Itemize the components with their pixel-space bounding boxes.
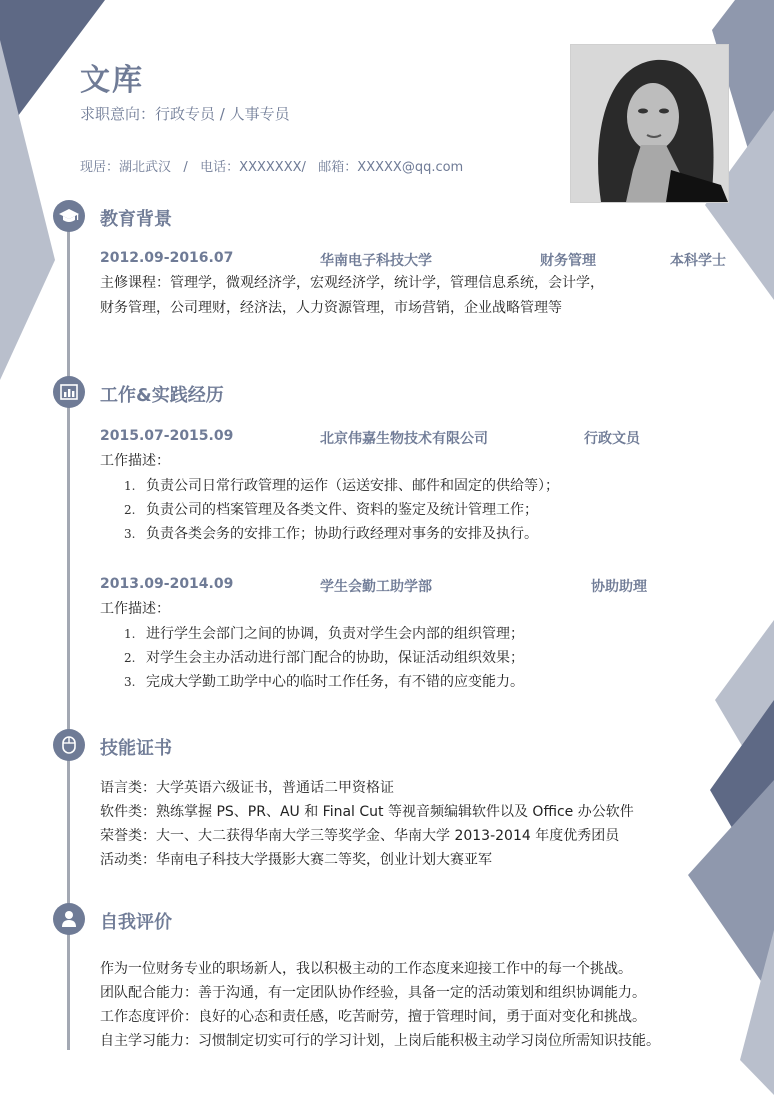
profile-photo xyxy=(570,44,729,203)
job-1-item-1-num: 1. xyxy=(124,479,136,493)
job-1-period: 2015.07-2015.09 xyxy=(100,428,234,444)
job-2-item-1-num: 1. xyxy=(124,627,136,641)
graduation-cap-icon xyxy=(53,200,85,232)
job-2-role: 协助助理 xyxy=(591,579,647,595)
skills-line-software: 软件类：熟练掌握 PS、PR、AU 和 Final Cut 等视音频编辑软件以及 Office 办公软件 xyxy=(100,804,634,820)
mouse-icon xyxy=(53,729,85,761)
job-2-item-2-num: 2. xyxy=(124,651,136,665)
job-intent: 求职意向：行政专员 / 人事专员 xyxy=(80,105,290,123)
job-1-role: 行政文员 xyxy=(584,431,640,447)
bar-chart-icon xyxy=(53,376,85,408)
skills-line-honors: 荣誉类：大一、大二获得华南大学三等奖学金、华南大学 2013-2014 年度优秀团员 xyxy=(100,828,620,844)
job-2-item-3-num: 3. xyxy=(124,675,136,689)
candidate-name: 文库 xyxy=(80,63,144,98)
education-major: 财务管理 xyxy=(540,253,596,269)
self-line-3: 工作态度评价：良好的心态和责任感，吃苦耐劳，擅于管理时间，勇于面对变化和挑战。 xyxy=(100,1009,646,1025)
self-line-2: 团队配合能力：善于沟通，有一定团队协作经验，具备一定的活动策划和组织协调能力。 xyxy=(100,985,646,1001)
job-2-item-3-text: 完成大学勤工助学中心的临时工作任务，有不错的应变能力。 xyxy=(146,674,524,690)
education-courses-line-2: 财务管理，公司理财，经济法，人力资源管理，市场营销，企业战略管理等 xyxy=(100,300,562,316)
job-2-item-1-text: 进行学生会部门之间的协调，负责对学生会内部的组织管理； xyxy=(146,626,524,642)
section-title-self-evaluation: 自我评价 xyxy=(100,912,172,933)
section-title-education: 教育背景 xyxy=(100,209,172,230)
job-1-item-2-text: 负责公司的档案管理及各类文件、资料的鉴定及统计管理工作； xyxy=(146,502,538,518)
education-courses-line-1: 主修课程：管理学，微观经济学，宏观经济学，统计学，管理信息系统，会计学， xyxy=(100,275,604,291)
job-2-desc-label: 工作描述： xyxy=(100,601,170,617)
self-line-1: 作为一位财务专业的职场新人，我以积极主动的工作态度来迎接工作中的每一个挑战。 xyxy=(100,961,632,977)
job-1-org: 北京伟嘉生物技术有限公司 xyxy=(320,431,488,447)
person-icon xyxy=(53,903,85,935)
job-1-item-3-num: 3. xyxy=(124,527,136,541)
self-line-4: 自主学习能力：习惯制定切实可行的学习计划，上岗后能积极主动学习岗位所需知识技能。 xyxy=(100,1033,660,1049)
job-1-item-2-num: 2. xyxy=(124,503,136,517)
job-2-period: 2013.09-2014.09 xyxy=(100,576,234,592)
job-1-desc-label: 工作描述： xyxy=(100,453,170,469)
job-2-org: 学生会勤工助学部 xyxy=(320,579,432,595)
skills-line-activities: 活动类：华南电子科技大学摄影大赛二等奖，创业计划大赛亚军 xyxy=(100,852,492,868)
section-title-skills: 技能证书 xyxy=(100,738,172,759)
education-school: 华南电子科技大学 xyxy=(320,253,432,269)
education-degree: 本科学士 xyxy=(670,253,726,269)
job-1-item-3-text: 负责各类会务的安排工作；协助行政经理对事务的安排及执行。 xyxy=(146,526,538,542)
section-title-work: 工作&实践经历 xyxy=(100,385,224,406)
job-2-item-2-text: 对学生会主办活动进行部门配合的协助，保证活动组织效果； xyxy=(146,650,524,666)
job-1-item-1-text: 负责公司日常行政管理的运作（运送安排、邮件和固定的供给等）； xyxy=(146,478,559,494)
contact-info: 现居：湖北武汉 / 电话：XXXXXXX/ 邮箱：XXXXX@qq.com xyxy=(80,160,464,175)
education-period: 2012.09-2016.07 xyxy=(100,250,234,266)
skills-line-language: 语言类：大学英语六级证书，普通话二甲资格证 xyxy=(100,780,394,796)
